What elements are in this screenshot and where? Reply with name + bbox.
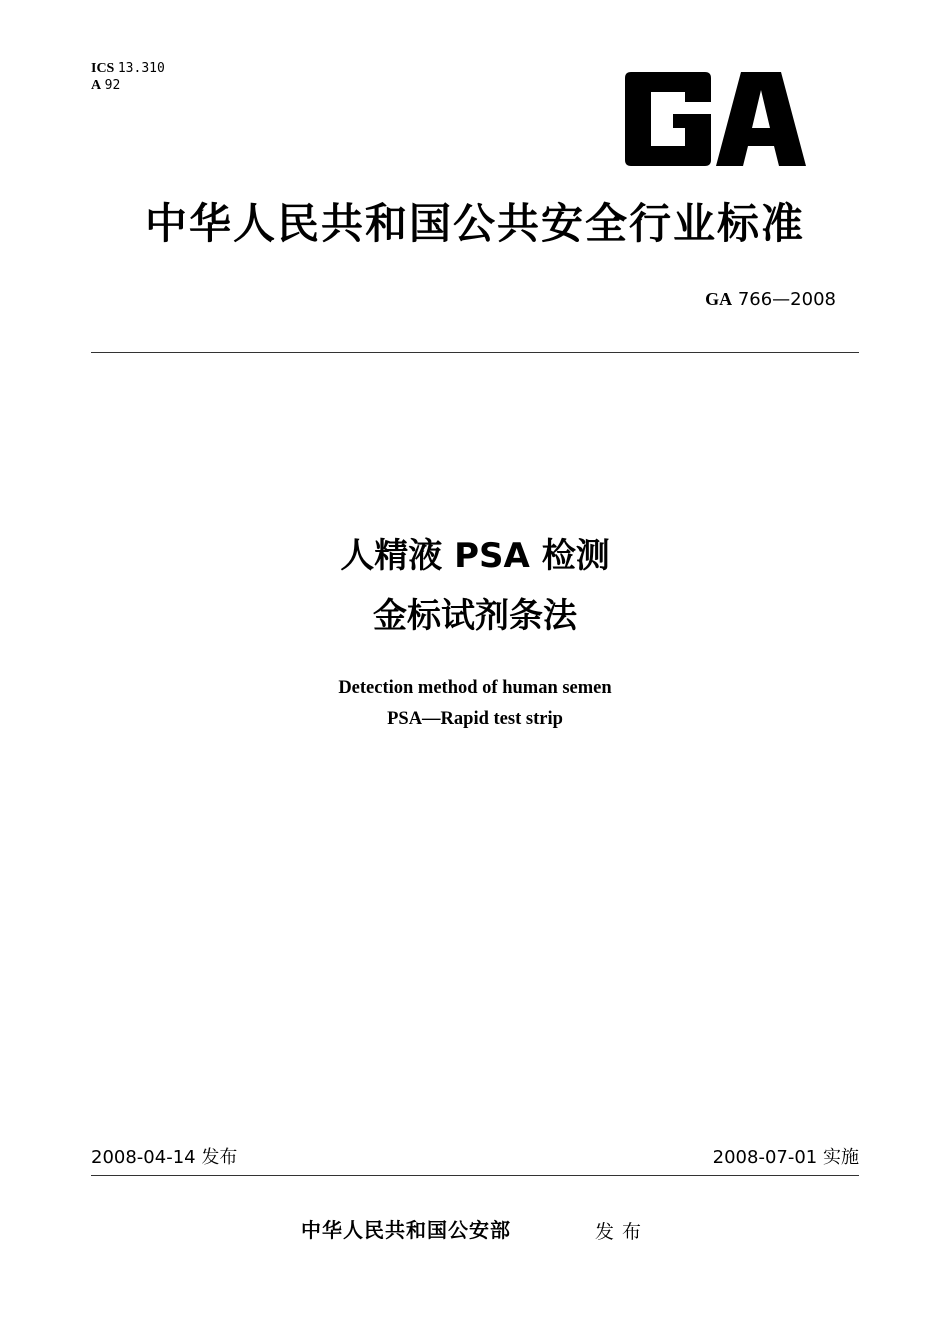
standard-prefix: GA [705,289,733,309]
issue-date: 2008-04-14 发布 [91,1147,238,1168]
ics-label: ICS [91,61,115,76]
ccs-label: A [91,78,102,93]
standard-number [705,287,836,312]
ga-logo-letter-a [716,72,806,166]
classification-codes [91,60,165,94]
issue-label: 发布 [595,1221,650,1243]
title-cn-line1: 人精液 PSA 检测 [340,536,610,576]
ga-logo [623,72,806,166]
issuing-authority: 中华人民共和国公安部 [301,1218,511,1242]
ccs-code [91,77,165,94]
implement-date: 2008-07-01 实施 [712,1147,859,1168]
title-en-line1: Detection method of human semen [338,678,612,698]
title-en-line2: PSA—Rapid test strip [387,709,563,729]
ccs-value: 92 [104,78,121,93]
ga-logo-letter-g [625,72,711,166]
header-divider [91,352,859,353]
org-title: 中华人民共和国公共安全行业标准 [144,199,805,248]
footer-divider [91,1175,859,1176]
ics-code [91,60,165,77]
title-cn-line2: 金标试剂条法 [373,596,577,636]
standard-code: 766—2008 [737,289,836,310]
ics-value: 13.310 [117,61,165,76]
